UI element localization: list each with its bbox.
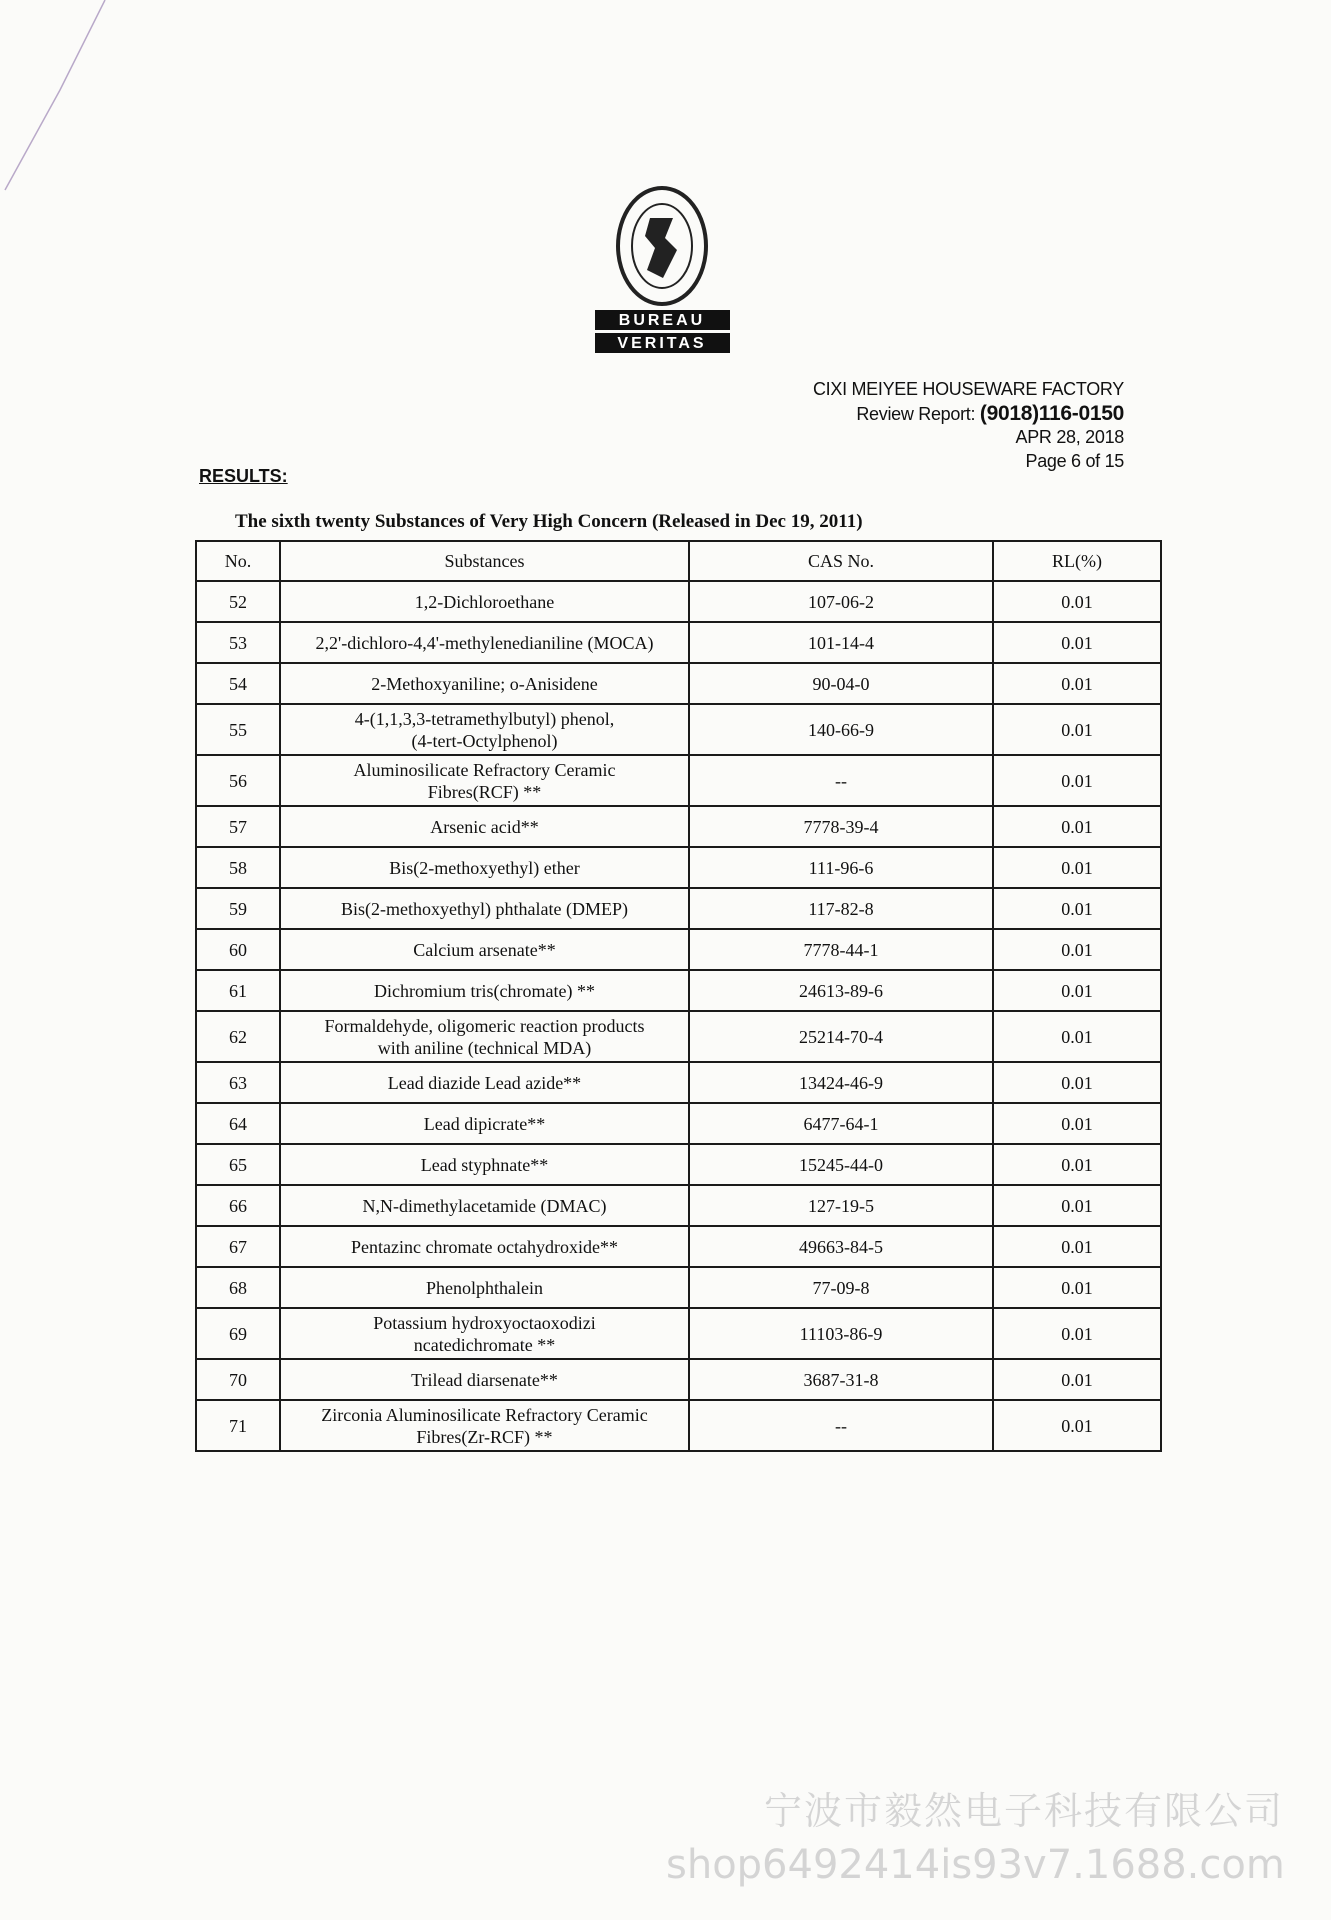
cell-rl: 0.01: [993, 663, 1161, 704]
cell-substance: [280, 1267, 689, 1308]
cell-substance: [280, 806, 689, 847]
substance-name: 2-Methoxyaniline; o-Anisidene: [371, 673, 598, 694]
results-heading: RESULTS:: [199, 466, 288, 486]
cell-no: 64: [196, 1103, 280, 1144]
table-row: [196, 704, 1161, 755]
cell-substance: [280, 888, 689, 929]
table-header-row: [196, 541, 1161, 581]
watermark-company: 宁波市毅然电子科技有限公司: [764, 1789, 1285, 1833]
table-row: [196, 1185, 1161, 1226]
cell-cas: 7778-39-4: [689, 806, 993, 847]
cell-cas: --: [689, 1400, 993, 1451]
cell-substance: [280, 970, 689, 1011]
cell-no: 59: [196, 888, 280, 929]
substance-name: Bis(2-methoxyethyl) ether: [389, 857, 580, 878]
substance-line: Formaldehyde, oligomeric reaction products: [324, 1015, 645, 1036]
table-row: [196, 1144, 1161, 1185]
cell-no: 60: [196, 929, 280, 970]
cell-substance: [280, 581, 689, 622]
table-row: [196, 847, 1161, 888]
cell-cas: 127-19-5: [689, 1185, 993, 1226]
cell-substance: [280, 1226, 689, 1267]
cell-cas: 111-96-6: [689, 847, 993, 888]
table-row: [196, 888, 1161, 929]
substance-name: Arsenic acid**: [430, 816, 539, 837]
cell-no: 67: [196, 1226, 280, 1267]
cell-rl: 0.01: [993, 1185, 1161, 1226]
column-header-no: No.: [196, 541, 280, 581]
watermark-url: shop6492414is93v7.1688.com: [666, 1842, 1285, 1888]
table-row: [196, 929, 1161, 970]
cell-cas: 13424-46-9: [689, 1062, 993, 1103]
cell-cas: --: [689, 755, 993, 806]
substance-name: Pentazinc chromate octahydroxide**: [351, 1236, 618, 1257]
cell-substance: [280, 622, 689, 663]
cell-substance: [280, 1144, 689, 1185]
report-header: [813, 378, 1124, 473]
substance-name: 2,2'-dichloro-4,4'-methylenedianiline (MOCA): [315, 632, 654, 653]
cell-cas: 15245-44-0: [689, 1144, 993, 1185]
table-row: [196, 663, 1161, 704]
cell-no: 52: [196, 581, 280, 622]
cell-no: 53: [196, 622, 280, 663]
cell-cas: 11103-86-9: [689, 1308, 993, 1359]
cell-substance: [280, 1011, 689, 1062]
cell-substance: [280, 1185, 689, 1226]
column-header-cas: CAS No.: [689, 541, 993, 581]
substance-line: Aluminosilicate Refractory Ceramic: [353, 759, 616, 780]
cell-cas: 24613-89-6: [689, 970, 993, 1011]
report-date: APR 28, 2018: [1015, 427, 1124, 447]
substance-line: with aniline (technical MDA): [377, 1037, 592, 1058]
cell-no: 55: [196, 704, 280, 755]
cell-rl: 0.01: [993, 704, 1161, 755]
table-row: [196, 1103, 1161, 1144]
cell-substance: [280, 1103, 689, 1144]
cell-substance: [280, 1308, 689, 1359]
cell-rl: 0.01: [993, 1308, 1161, 1359]
cell-rl: 0.01: [993, 847, 1161, 888]
table-row: [196, 755, 1161, 806]
pen-scratch-mark: [0, 0, 120, 200]
cell-cas: 117-82-8: [689, 888, 993, 929]
table-row: [196, 1359, 1161, 1400]
cell-no: 54: [196, 663, 280, 704]
cell-no: 58: [196, 847, 280, 888]
table-row: [196, 1308, 1161, 1359]
cell-cas: 77-09-8: [689, 1267, 993, 1308]
cell-no: 62: [196, 1011, 280, 1062]
cell-no: 66: [196, 1185, 280, 1226]
substance-name: Calcium arsenate**: [413, 939, 556, 960]
cell-cas: 90-04-0: [689, 663, 993, 704]
company-name: CIXI MEIYEE HOUSEWARE FACTORY: [812, 379, 1124, 399]
cell-no: 57: [196, 806, 280, 847]
cell-rl: 0.01: [993, 622, 1161, 663]
substance-name: Bis(2-methoxyethyl) phthalate (DMEP): [341, 898, 628, 919]
cell-substance: [280, 1062, 689, 1103]
substance-name: Lead styphnate**: [420, 1154, 549, 1175]
cell-no: 63: [196, 1062, 280, 1103]
cell-rl: 0.01: [993, 1359, 1161, 1400]
cell-rl: 0.01: [993, 755, 1161, 806]
page-number: Page 6 of 15: [1025, 450, 1124, 471]
cell-no: 56: [196, 755, 280, 806]
column-header-rl: RL(%): [993, 541, 1161, 581]
cell-substance: [280, 929, 689, 970]
table-row: [196, 622, 1161, 663]
table-row: [196, 970, 1161, 1011]
substance-name: Phenolphthalein: [426, 1277, 543, 1298]
svg-text:BUREAU: BUREAU: [618, 312, 706, 329]
cell-cas: 25214-70-4: [689, 1011, 993, 1062]
substance-line: Fibres(Zr-RCF) **: [416, 1426, 553, 1447]
substance-line: Fibres(RCF) **: [427, 781, 542, 802]
substance-name: N,N-dimethylacetamide (DMAC): [362, 1195, 607, 1216]
table-row: [196, 1267, 1161, 1308]
cell-rl: 0.01: [993, 1011, 1161, 1062]
substance-name: Dichromium tris(chromate) **: [374, 980, 595, 1001]
cell-cas: 7778-44-1: [689, 929, 993, 970]
cell-no: 71: [196, 1400, 280, 1451]
cell-rl: 0.01: [993, 970, 1161, 1011]
cell-no: 68: [196, 1267, 280, 1308]
table-row: [196, 1062, 1161, 1103]
substance-line: ncatedichromate **: [413, 1334, 556, 1355]
cell-substance: [280, 704, 689, 755]
cell-cas: 6477-64-1: [689, 1103, 993, 1144]
table-row: [196, 581, 1161, 622]
cell-rl: 0.01: [993, 1144, 1161, 1185]
table-row: [196, 1011, 1161, 1062]
cell-no: 65: [196, 1144, 280, 1185]
substance-name: 1,2-Dichloroethane: [414, 591, 555, 612]
substance-line: Potassium hydroxyoctaoxodizi: [373, 1312, 596, 1333]
cell-rl: 0.01: [993, 1400, 1161, 1451]
column-header-substances: Substances: [280, 541, 689, 581]
substance-line: Zirconia Aluminosilicate Refractory Ceramic: [321, 1404, 648, 1425]
cell-no: 70: [196, 1359, 280, 1400]
substance-name: Lead diazide Lead azide**: [387, 1072, 582, 1093]
svhc-table: [195, 540, 1162, 1452]
cell-rl: 0.01: [993, 581, 1161, 622]
substance-line: (4-tert-Octylphenol): [411, 730, 558, 751]
cell-rl: 0.01: [993, 1226, 1161, 1267]
svg-text:VERITAS: VERITAS: [617, 335, 707, 352]
table-row: [196, 1400, 1161, 1451]
report-number: (9018)116-0150: [979, 401, 1124, 425]
cell-rl: 0.01: [993, 929, 1161, 970]
cell-rl: 0.01: [993, 888, 1161, 929]
cell-rl: 0.01: [993, 1267, 1161, 1308]
cell-rl: 0.01: [993, 806, 1161, 847]
cell-rl: 0.01: [993, 1062, 1161, 1103]
cell-substance: [280, 755, 689, 806]
cell-substance: [280, 1400, 689, 1451]
cell-cas: 107-06-2: [689, 581, 993, 622]
cell-substance: [280, 1359, 689, 1400]
cell-no: 61: [196, 970, 280, 1011]
cell-cas: 3687-31-8: [689, 1359, 993, 1400]
cell-rl: 0.01: [993, 1103, 1161, 1144]
bureau-veritas-logo: [595, 178, 730, 356]
cell-substance: [280, 663, 689, 704]
cell-cas: 49663-84-5: [689, 1226, 993, 1267]
cell-cas: 101-14-4: [689, 622, 993, 663]
cell-no: 69: [196, 1308, 280, 1359]
substance-name: Lead dipicrate**: [423, 1113, 546, 1134]
table-row: [196, 806, 1161, 847]
table-title: The sixth twenty Substances of Very High Concern (Released in Dec 19, 2011): [235, 511, 863, 532]
cell-cas: 140-66-9: [689, 704, 993, 755]
substance-line: 4-(1,1,3,3-tetramethylbutyl) phenol,: [354, 708, 615, 729]
report-label: Review Report:: [856, 403, 976, 424]
table-row: [196, 1226, 1161, 1267]
cell-substance: [280, 847, 689, 888]
substance-name: Trilead diarsenate**: [411, 1369, 558, 1390]
